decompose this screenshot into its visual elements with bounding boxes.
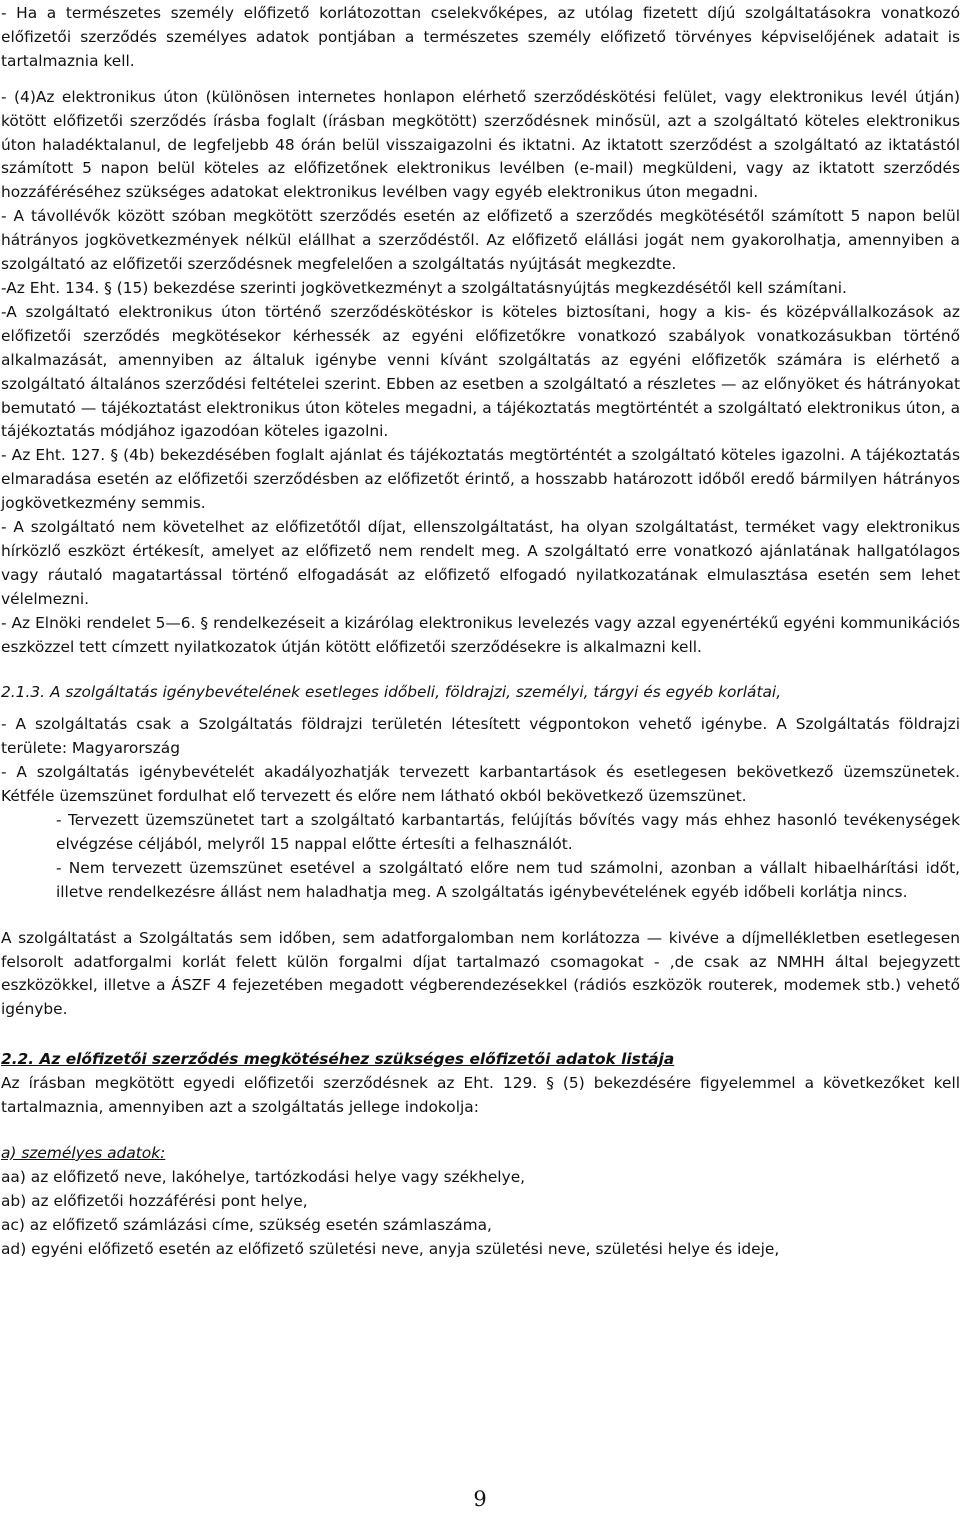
paragraph: Az írásban megkötött egyedi előfizetői szerződésnek az Eht. 129. § (5) bekezdésére figyelemmel a következőket kell tartalmaznia, amennyiben azt a szolgáltatás jellege indokolja:	[1, 1074, 960, 1117]
page-number: 9	[473, 1487, 487, 1511]
document-body	[0, 2, 960, 1262]
indented-paragraph: - Tervezett üzemszünetet tart a szolgáltató karbantartás, felújítás bővítés vagy más ehhez hasonló tevékenységek elvégzése céljából, melyről 15 nappal előtte értesíti a felhasználót.	[56, 811, 960, 853]
paragraph: A szolgáltatást a Szolgáltatás sem időben, sem adatforgalomban nem korlátozza — kivéve a díjmellékletben esetlegesen felsorolt adatforgalmi korlát felett külön forgalmi díjat tartalmazó csomagokat - ,de csak az NMHH által bejegyzett eszközökkel, illetve a ÁSZF 4 fejezetében megadott végberendezésekkel (rádiós eszközök routerek, modemek stb.) vehető igénybe.	[1, 928, 960, 1019]
paragraph: - A szolgáltatás igénybevételét akadályozhatják tervezett karbantartások és esetlegesen bekövetkező üzemszünetek. Kétféle üzemszünet fordulhat elő tervezett és előre nem látható okból bekövetkező üzemszünet.	[1, 763, 960, 806]
indented-paragraph: - Nem tervezett üzemszünet esetével a szolgáltató előre nem tud számolni, azonban a vállalt hibaelhárítási időt, illetve rendelkezésre állást nem haladhatja meg. A szolgáltatás igénybevételének egyéb időbeli korlátja nincs.	[56, 858, 960, 901]
list-item: aa) az előfizető neve, lakóhelye, tartózkodási helye vagy székhelye,	[1, 1167, 526, 1186]
paragraph: - A szolgáltató nem követelhet az előfizetőtől díjat, ellenszolgáltatást, ha olyan szolgáltatást, terméket vagy elektronikus hírközlő eszközt értékesít, amelyet az előfizető nem rendelt meg. A szolgáltató erre vonatkozó ajánlatának hallgatólagos vagy ráutaló magatartással történő elfogadását az előfizető elfogadó nyilatkozatának elmulasztása esetén sem lehet vélelmezni.	[1, 518, 960, 608]
section-heading-2-2: 2.2. Az előfizetői szerződés megkötéséhez szükséges előfizetői adatok listája	[1, 1050, 675, 1069]
paragraph: -A szolgáltató elektronikus úton történő szerződéskötéskor is köteles biztosítani, hogy a kis- és középvállalkozások az előfizetői szerződés megkötésekor kérhessék az egyéni előfizetőkre vonatkozó szabályok vonatkozásukban történő alkalmazását, amennyiben az általuk igénybe venni kívánt szolgáltatás az egyéni előfizetők számára is elérhető a szolgáltató általános szerződési feltételei szerint. Ebben az esetben a szolgáltató a részletes — az előnyöket és hátrányokat bemutató — tájékoztatást elektronikus úton köteles megadni, a tájékoztatás megtörténtét a szolgáltató elektronikus úton, a tájékoztatás módjához igazodóan köteles igazolni.	[1, 302, 960, 441]
paragraph: - A szolgáltatás csak a Szolgáltatás földrajzi területén létesített végpontokon vehető igénybe. A Szolgáltatás földrajzi területe: Magyarország	[1, 715, 960, 758]
paragraph: - Az Elnöki rendelet 5—6. § rendelkezéseit a kizárólag elektronikus levelezés vagy azzal egyenértékű egyéni kommunikációs eszközzel tett címzett nyilatkozatok útján kötött előfizetői szerződésekre is alkalmazni kell.	[1, 613, 960, 656]
paragraph: - (4)Az elektronikus úton (különösen internetes honlapon elérhető szerződéskötési felület, vagy elektronikus levél útján) kötött előfizetői szerződés írásba foglalt (írásban megkötött) szerződésnek minősül, azt a szolgáltató köteles elektronikus úton haladéktalanul, de legfeljebb 48 órán belül visszaigazolni és iktatni. Az iktatott szerződést a szolgáltató az iktatástól számított 5 napon belül köteles az előfizetőnek elektronikus levélben (e-mail) megküldeni, vagy az iktatott szerződés hozzáféréséhez szükséges adatokat elektronikus levélben vagy egyéb elektronikus úton megadni.	[1, 87, 960, 202]
paragraph: - A távollévők között szóban megkötött szerződés esetén az előfizető a szerződés megkötésétől számított 5 napon belül hátrányos jogkövetkezmények nélkül elállhat a szerződéstől. Az előfizető elállási jogát nem gyakorolhatja, amennyiben a szolgáltató az előfizetői szerződésnek megfelelően a szolgáltatás nyújtását megkezdte.	[1, 207, 960, 274]
subheading-personal-data: a) személyes adatok:	[1, 1143, 166, 1162]
list-item: ad) egyéni előfizető esetén az előfizető születési neve, anyja születési neve, születési helye és ideje,	[1, 1239, 780, 1258]
paragraph: - Ha a természetes személy előfizető korlátozottan cselekvőképes, az utólag fizetett díjú szolgáltatásokra vonatkozó előfizetői szerződés személyes adatok pontjában a természetes személy előfizető törvényes képviselőjének adatait is tartalmaznia kell.	[1, 4, 960, 70]
paragraph: -Az Eht. 134. § (15) bekezdése szerinti jogkövetkezményt a szolgáltatásnyújtás megkezdésétől kell számítani.	[1, 278, 847, 297]
section-heading-2-1-3: 2.1.3. A szolgáltatás igénybevételének esetleges időbeli, földrajzi, személyi, tárgyi és egyéb korlátai,	[1, 683, 782, 702]
paragraph: - Az Eht. 127. § (4b) bekezdésében foglalt ajánlat és tájékoztatás megtörténtét a szolgáltató köteles igazolni. A tájékoztatás elmaradása esetén az előfizetői szerződésben az előfizetőt érintő, a hosszabb határozott időből eredő bármilyen hátrányos jogkövetkezmény semmis.	[1, 446, 960, 513]
list-item: ab) az előfizetői hozzáférési pont helye,	[1, 1191, 308, 1210]
list-item: ac) az előfizető számlázási címe, szükség esetén számlaszáma,	[1, 1215, 492, 1234]
